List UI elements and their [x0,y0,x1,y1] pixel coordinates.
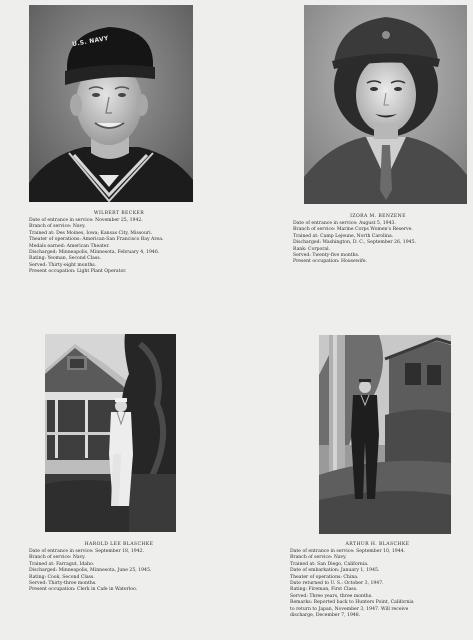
service-detail-line: Served: Twenty-five months. [293,252,360,258]
service-detail-line: Branch of service: Marine Corps Women's Reserve. [293,227,413,233]
service-detail-line: Trained at: San Diego, California. [290,561,369,567]
service-detail-line: Present occupation: Light Plant Operator. [29,269,127,275]
photo-arthur-blaschke [319,335,451,534]
service-detail-line: Rating: Fireman, First Class. [290,587,358,593]
service-detail-line: Date of entrance in service: November 25, 1942. [29,217,143,223]
service-detail-line: Branch of service: Navy. [290,555,347,561]
service-detail-line: Trained at: Camp Lejeune, North Carolina. [293,233,394,239]
service-detail-line: to return to Japan, November 3, 1947. Will receive [290,606,409,612]
service-detail-line: Date of entrance in service: September 18, 1942. [29,548,145,554]
caption-arthur-blaschke [290,542,465,619]
caption-harold-blaschke [29,542,209,594]
service-detail-line: Rank: Corporal. [293,246,331,252]
service-detail-line: Branch of service: Navy. [29,224,86,230]
service-detail-line: Discharged: Minneapolis, Minnesota, June 25, 1945. [29,568,152,574]
photo-harold-blaschke [45,334,176,532]
service-detail-line: Trained at: Des Moines, Iowa; Kansas City, Missouri. [29,230,153,236]
service-member-name: IZORA M. BENZENE [350,214,406,219]
service-detail-line: Theater of operations: China. [290,574,359,580]
service-detail-line: Remarks: Reported back to Hunters Point, California [290,600,414,606]
service-detail-line: Theater of operations: American-San Francisco Bay Area. [29,237,164,243]
service-detail-line: Served: Thirty-three months. [29,580,97,586]
photo-wilbert-becker [29,5,193,202]
service-detail-line: Medals earned: American Theater. [29,243,110,249]
service-detail-line: Discharged: Minneapolis, Minnesota, February 4, 1946. [29,249,160,255]
service-detail-line: Rating: Cook, Second Class. [29,574,95,580]
service-detail-line: discharge, December 7, 1948. [290,612,361,618]
service-detail-line: Rating: Yeoman, Second Class. [29,256,102,262]
service-member-name: ARTHUR H. BLASCHKE [345,542,410,547]
service-detail-line: Served: Thirty-eight months. [29,262,97,268]
service-detail-line: Present occupation: Housewife. [293,259,368,265]
caption-wilbert-becker [29,211,209,276]
service-detail-line: Date of embarkation: January 1, 1945. [290,568,380,574]
caption-izora-benzene [293,214,463,266]
service-detail-line: Date returned to U. S.: October 3, 1947. [290,580,384,586]
service-member-name: WILBERT BECKER [93,211,145,216]
service-detail-line: Date of entrance in service: September 10, 1944. [290,548,406,554]
service-detail-line: Date of entrance in service: August 5, 1943. [293,220,396,226]
photo-izora-benzene [304,5,467,204]
service-detail-line: Discharged: Washington, D. C., September 26, 1945. [293,240,416,246]
service-detail-line: Branch of service: Navy. [29,555,86,561]
service-detail-line: Served: Three years, three months. [290,593,373,599]
service-detail-line: Trained at: Farragut, Idaho. [29,561,95,567]
cap-badge-text: U.S. NAVY [71,34,110,49]
service-detail-line: Present occupation: Clerk in Cafe in Waterloo. [29,587,138,593]
service-member-name: HAROLD LEE BLASCHKE [84,542,154,547]
